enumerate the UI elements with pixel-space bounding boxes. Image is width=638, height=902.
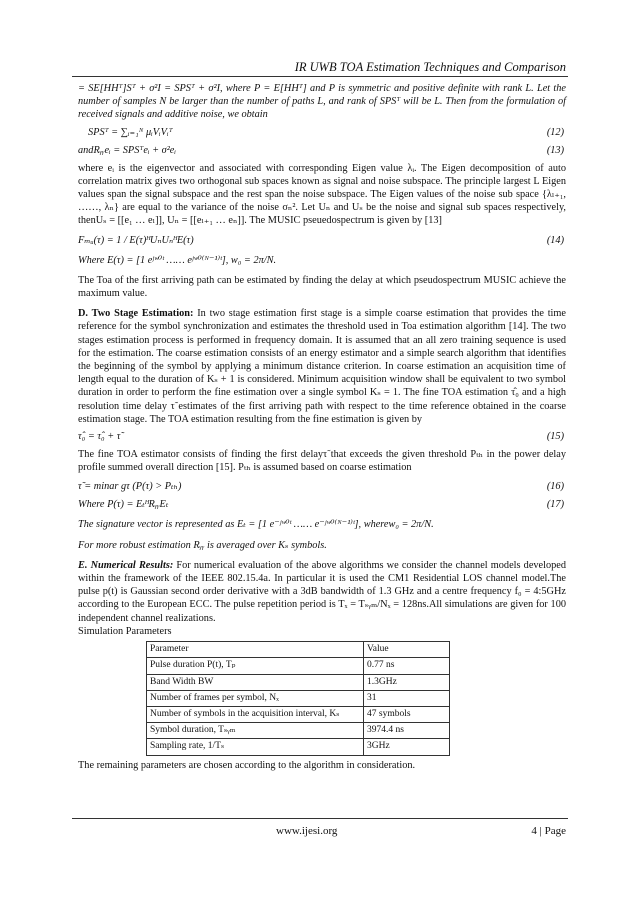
equation-17-text: Where P(τ) = EₜᴴRᵧᵧEₜ [78,499,169,511]
table-cell: 47 symbols [364,706,450,722]
section-e-paragraph [78,559,566,625]
section-d-text: In two stage estimation first stage is a simple coarse estimation that provides the time reference for the symbol synchronization and estimates the threshold used in Toa estimation algorithm [14]. The two stages estimation process is performed in frequency domain. It is assumed that an all zero training sequence is used for the estimation. The coarse estimation consists of an energy estimator and a simple search algorithm that identifies the beginning of the symbol by applying a minimum distance criterion. In coarse estimation an acquisition time of length equal to the duration of Kₛ + 1 is considered. Minimum acquisition window shall be equivalent to two symbol duration in order to perform the fine estimation over a single symbol Kₛ = 1. The fine TOA estimation τ̂₀ and a high resolution time delay τ̃ estimates of the first arriving path with respect to the time reference obtained in the coarse estimation stage. The TOA estimation resulting from the fine estimation is given by [78,308,566,425]
robust-estimation-line: For more robust estimation Rᵧᵧ is averaged over Kₛ symbols. [78,539,327,551]
equation-16-number: (16) [546,481,564,493]
table-cell: Band Width BW [147,674,364,690]
equation-17 [78,498,566,512]
table-header-cell: Parameter [147,642,364,658]
simulation-parameters-title: Simulation Parameters [78,625,172,637]
simulation-parameters-table [146,641,450,755]
table-cell: Symbol duration, Tₛᵧₘ [147,723,364,739]
table-cell: 31 [364,690,450,706]
where-e-tau: Where E(τ) = [1 eʲʷ⁰ᵗ …… eʲʷ⁰⁽ᴺ⁻¹⁾ᵗ], w₀ = 2π/N. [78,254,277,266]
toa-paragraph: The Toa of the first arriving path can be estimated by finding the delay at which pseudospectrum MUSIC achieve the maximum value. [78,274,566,300]
equation-14 [78,234,566,248]
footer-rule [72,818,568,819]
equation-16-text: τ̃ = minar gτ (P(τ) > Pₜₕ) [78,481,182,493]
equation-13-number: (13) [546,144,564,156]
table-row [147,723,450,739]
table-header-cell: Value [364,642,450,658]
table-cell: 1.3GHz [364,674,450,690]
footer-url[interactable]: www.ijesi.org [276,825,338,837]
running-header: IR UWB TOA Estimation Techniques and Comparison [294,60,566,74]
table-cell: Pulse duration P(t), Tₚ [147,658,364,674]
table-cell: 3GHz [364,739,450,755]
table-header-row [147,642,450,658]
fine-toa-paragraph: The fine TOA estimator consists of finding the first delayτ̃ that exceeds the given threshold Pₜₕ in the power delay profile summed overall direction [15]. Pₜₕ is assumed based on coarse estimation [78,449,566,474]
table-row [147,739,450,755]
table-row [147,658,450,674]
equation-15 [78,430,566,444]
intro-paragraph: = SE[HHᵀ]Sᵀ + σ²I = SPSᵀ + σ²I, where P = E[HHᵀ] and P is symmetric and positive definite with rank L. Let the number of samples N be larger than the number of paths L, and rank of SPSᵀ will be L. Then from the formulation of received signals and additive noise, we obtain [78,83,566,121]
equation-16 [78,480,566,494]
section-e-title: E. Numerical Results: [78,559,174,571]
equation-12-number: (12) [546,126,564,138]
remaining-parameters-line: The remaining parameters are chosen according to the algorithm in consideration. [78,759,416,771]
table-cell: Number of symbols in the acquisition interval, Kₛ [147,706,364,722]
equation-15-text: τ̂₀ = τ̂₀ + τ̃ [78,431,121,443]
section-d-paragraph [78,307,566,426]
table-cell: Number of frames per symbol, Nₓ [147,690,364,706]
equation-17-number: (17) [546,499,564,511]
equation-13-text: andRᵧᵧeᵢ = SPSᵀeᵢ + σ²eᵢ [78,144,177,156]
equation-14-text: Fₘᵤ(τ) = 1 / E(τ)ᴴUₙUₙᴴE(τ) [78,234,194,246]
table-row [147,706,450,722]
header-rule [72,76,568,77]
equation-14-number: (14) [546,234,564,246]
equation-12 [78,126,566,140]
table-row [147,690,450,706]
page-number: 4 | Page [531,825,566,837]
section-d-title: D. Two Stage Estimation: [78,308,194,320]
table-cell: 0.77 ns [364,658,450,674]
table-cell: 3974.4 ns [364,723,450,739]
eigen-paragraph: where eᵢ is the eigenvector and associated with corresponding Eigen value λᵢ. The Eigen decomposition of auto correlation matrix gives two orthogonal sub spaces known as signal and noise subspace. The principle largest L Eigen values span the signal subspace and the rest span the noise subspace. The Eigen values of the noise sub space {λₗ₊₁, ……, λₙ} are equal to the variance of the noise σₙ². Let Uₙ and Uₛ be the noise and signal sub spaces respectively, thenUₛ = [[e₁ … eₗ]], Uₙ = [[eₗ₊₁ … eₙ]]. The MUSIC pseuedospectrum is given by [13] [78,162,566,227]
equation-12-text: SPSᵀ = ∑ᵢ₌₁ᴺ μᵢVᵢVᵢᵀ [88,126,173,138]
signature-vector-line: The signature vector is represented as Eₜ = [1 e⁻ʲʷ⁰ᵗ …… e⁻ʲʷ⁰⁽ᴺ⁻¹⁾ᵗ], wherew₀ = 2π/N. [78,519,434,531]
equation-15-number: (15) [546,431,564,443]
section-e-text: For numerical evaluation of the above algorithms we consider the channel models developed within the framework of the IEEE 802.15.4a. In particular it is used the CM1 Residential LOS channel model.The pulse p(t) is Gaussian second order derivative with a 3dB bandwidth of 1.3 GHz and a centre frequency f₀ = 4:5GHz according to the European ECC. The pulse repetition period is Tₓ = Tₛᵧₘ/Nₓ = 128ns.All simulations are given for 100 independent channel realizations. [78,559,566,624]
equation-13 [78,144,566,158]
table-cell: Sampling rate, 1/Tₛ [147,739,364,755]
table-row [147,674,450,690]
page-body [78,82,566,772]
